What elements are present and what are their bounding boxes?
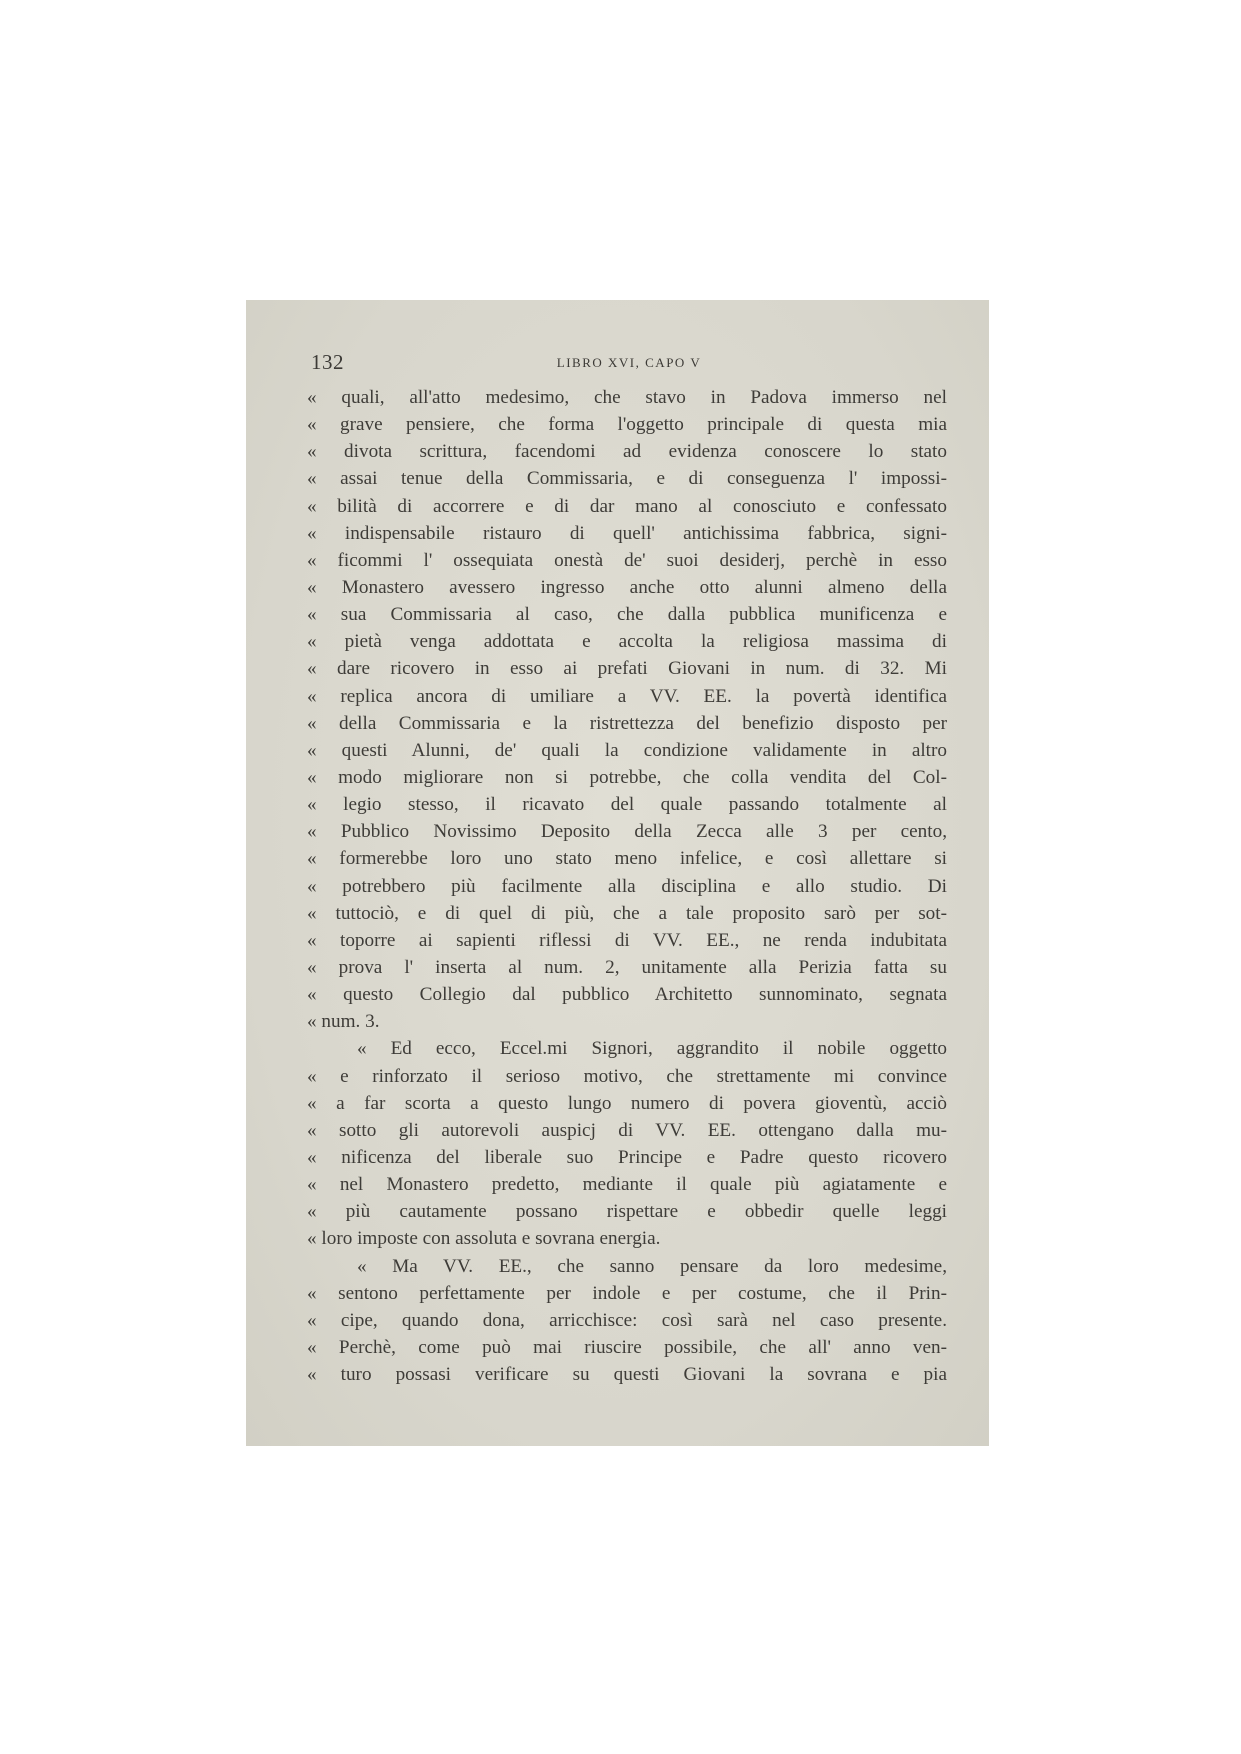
- text-line: « potrebbero più facilmente alla disciplina e allo studio. Di: [307, 875, 947, 897]
- text-line: « replica ancora di umiliare a VV. EE. la povertà identifica: [307, 685, 947, 707]
- paragraph-start-line: « Ed ecco, Eccel.mi Signori, aggrandito il nobile oggetto: [357, 1038, 947, 1060]
- text-line: « questo Collegio dal pubblico Architetto sunnominato, segnata: [307, 984, 947, 1006]
- paragraph-start-line: « Ma VV. EE., che sanno pensare da loro medesime,: [357, 1255, 947, 1277]
- text-line: « Pubblico Novissimo Deposito della Zecca alle 3 per cento,: [307, 821, 947, 843]
- text-line: « dare ricovero in esso ai prefati Giovani in num. di 32. Mi: [307, 658, 947, 680]
- text-line: « modo migliorare non si potrebbe, che colla vendita del Col-: [307, 766, 947, 788]
- text-line: « sotto gli autorevoli auspicj di VV. EE. ottengano dalla mu-: [307, 1119, 947, 1141]
- text-line: « indispensabile ristauro di quell' antichissima fabbrica, signi-: [307, 522, 947, 544]
- text-line: « nel Monastero predetto, mediante il quale più agiatamente e: [307, 1174, 947, 1196]
- text-line: « ficommi l' ossequiata onestà de' suoi desiderj, perchè in esso: [307, 549, 947, 571]
- text-line: « legio stesso, il ricavato del quale passando totalmente al: [307, 794, 947, 816]
- text-line: « a far scorta a questo lungo numero di povera gioventù, acciò: [307, 1092, 947, 1114]
- text-line: « divota scrittura, facendomi ad evidenza conoscere lo stato: [307, 441, 947, 463]
- text-line: « prova l' inserta al num. 2, unitamente alla Perizia fatta su: [307, 956, 947, 978]
- text-line: « Perchè, come può mai riuscire possibile, che all' anno ven-: [307, 1336, 947, 1358]
- paragraph-end-line: « loro imposte con assoluta e sovrana energia.: [307, 1228, 661, 1250]
- text-line: « assai tenue della Commissaria, e di conseguenza l' impossi-: [307, 468, 947, 490]
- running-head-title: LIBRO XVI, CAPO V: [556, 355, 702, 370]
- text-line: « toporre ai sapienti riflessi di VV. EE., ne renda indubitata: [307, 929, 947, 951]
- text-line: « pietà venga addottata e accolta la religiosa massima di: [307, 631, 947, 653]
- text-line: « della Commissaria e la ristrettezza del benefizio disposto per: [307, 712, 947, 734]
- running-head: [311, 350, 947, 376]
- body-text: [307, 384, 947, 1388]
- text-line: « turo possasi verificare su questi Giovani la sovrana e pia: [307, 1364, 947, 1386]
- text-line: « sua Commissaria al caso, che dalla pubblica munificenza e: [307, 604, 947, 626]
- text-line: « questi Alunni, de' quali la condizione validamente in altro: [307, 739, 947, 761]
- text-line: « più cautamente possano rispettare e obbedir quelle leggi: [307, 1201, 947, 1223]
- text-line: « sentono perfettamente per indole e per costume, che il Prin-: [307, 1282, 947, 1304]
- paragraph-end-line: « num. 3.: [307, 1011, 380, 1033]
- text-line: « quali, all'atto medesimo, che stavo in Padova immerso nel: [307, 387, 947, 408]
- text-line: « nificenza del liberale suo Principe e Padre questo ricovero: [307, 1146, 947, 1168]
- page-number: 132: [311, 350, 344, 374]
- text-line: « Monastero avessero ingresso anche otto alunni almeno della: [307, 576, 947, 598]
- text-line: « tuttociò, e di quel di più, che a tale proposito sarò per sot-: [307, 902, 947, 924]
- text-line: « formerebbe loro uno stato meno infelice, e così allettare si: [307, 848, 947, 870]
- text-line: « bilità di accorrere e di dar mano al conosciuto e confessato: [307, 495, 947, 517]
- text-line: « e rinforzato il serioso motivo, che strettamente mi convince: [307, 1065, 947, 1087]
- text-line: « grave pensiere, che forma l'oggetto principale di questa mia: [307, 414, 947, 436]
- text-line: « cipe, quando dona, arricchisce: così sarà nel caso presente.: [307, 1309, 947, 1331]
- scanned-page: [246, 300, 989, 1446]
